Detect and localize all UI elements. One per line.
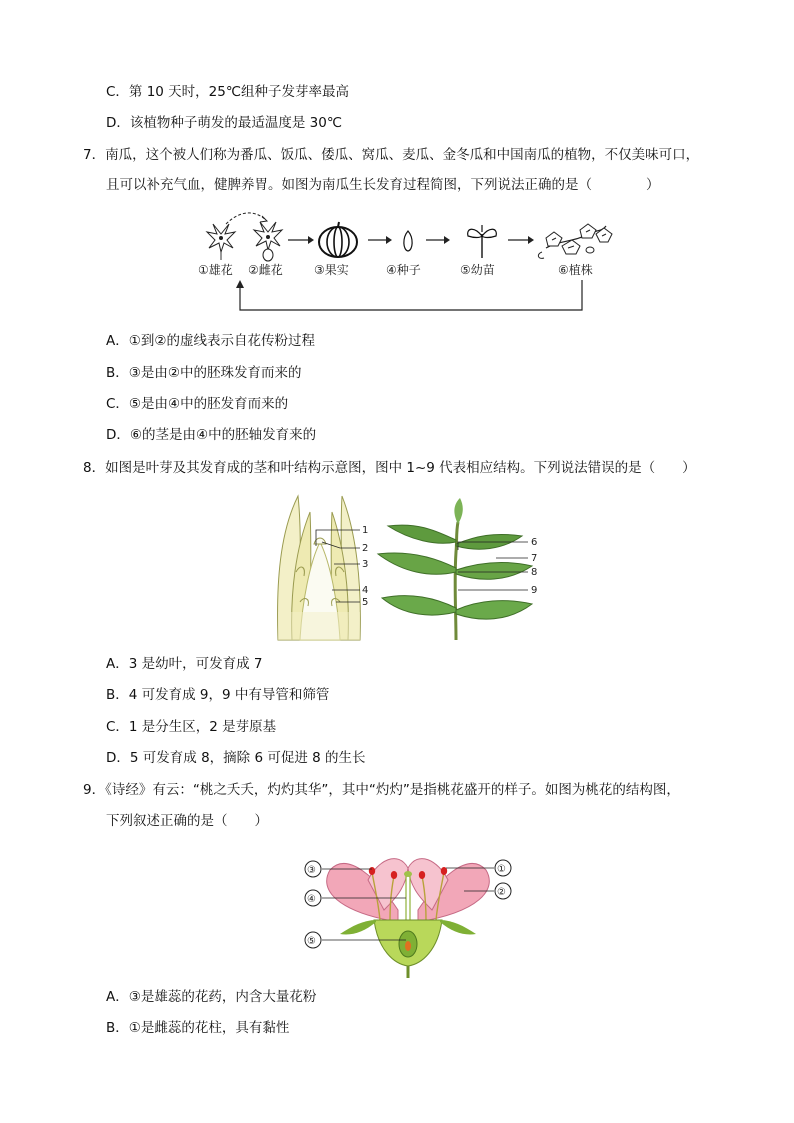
leaf-bud-stem-figure <box>270 492 560 642</box>
bud-label-1: 1 <box>362 525 369 536</box>
q8-option-c: C．1 是分生区，2 是芽原基 <box>106 719 277 735</box>
flower-label-3: ③ <box>307 865 316 876</box>
flower-label-2: ② <box>497 887 506 898</box>
seedling-icon <box>468 225 497 258</box>
label-fruit: ③果实 <box>314 263 349 277</box>
male-flower-icon <box>207 224 235 260</box>
pumpkin-fruit-icon <box>319 222 357 257</box>
flower-label-4: ④ <box>307 894 316 905</box>
stem-label-8: 8 <box>531 567 538 578</box>
q9-stem-line1: 9．《诗经》有云：“桃之夭夭，灼灼其华”，其中“灼灼”是指桃花盛开的样子。如图为桃花的结构图， <box>83 782 680 798</box>
label-plant: ⑥植株 <box>558 263 593 277</box>
stem-label-9: 9 <box>531 585 538 596</box>
q6-option-c: C．第 10 天时，25℃组种子发芽率最高 <box>106 84 350 100</box>
label-seed: ④种子 <box>386 263 421 277</box>
q9-stem-line2: 下列叙述正确的是（ ） <box>106 813 268 829</box>
label-male-flower: ①雄花 <box>198 263 233 277</box>
bud-label-5: 5 <box>362 597 369 608</box>
q7-stem-line2: 且可以补充气血，健脾养胃。如图为南瓜生长发育过程简图，下列说法正确的是（ ） <box>106 177 660 193</box>
peach-flower-section <box>327 859 490 978</box>
pumpkin-lifecycle-figure <box>190 210 620 320</box>
flower-label-1: ① <box>497 864 506 875</box>
bud-label-4: 4 <box>362 585 369 596</box>
leaf-bud-section <box>278 496 361 640</box>
q7-option-b: B．③是由②中的胚珠发育而来的 <box>106 365 302 381</box>
q6-option-d: D．该植物种子萌发的最适温度是 30℃ <box>106 115 343 131</box>
pumpkin-plant-icon <box>538 224 612 258</box>
q7-option-c: C．⑤是由④中的胚发育而来的 <box>106 396 289 412</box>
q9-option-b: B．①是雌蕊的花柱，具有黏性 <box>106 1020 290 1036</box>
stem-label-6: 6 <box>531 537 538 548</box>
bud-label-2: 2 <box>362 543 369 554</box>
q7-stem-line1: 7．南瓜，这个被人们称为番瓜、饭瓜、倭瓜、窝瓜、麦瓜、金冬瓜和中国南瓜的植物，不仅美味可口， <box>83 147 700 163</box>
q8-option-a: A．3 是幼叶，可发育成 7 <box>106 656 263 672</box>
label-seedling: ⑤幼苗 <box>460 263 495 277</box>
q8-option-b: B．4 可发育成 9，9 中有导管和筛管 <box>106 687 330 703</box>
q8-option-d: D．5 可发育成 8，摘除 6 可促进 8 的生长 <box>106 750 366 766</box>
q8-stem: 8．如图是叶芽及其发育成的茎和叶结构示意图，图中 1~9 代表相应结构。下列说法错误的是（ ） <box>83 460 696 476</box>
female-flower-icon <box>254 222 282 261</box>
label-female-flower: ②雌花 <box>248 263 283 277</box>
peach-flower-figure <box>298 840 528 980</box>
stem-label-7: 7 <box>531 553 538 564</box>
q9-option-a: A．③是雄蕊的花药，内含大量花粉 <box>106 989 317 1005</box>
seed-icon <box>404 231 412 251</box>
q7-option-d: D．⑥的茎是由④中的胚轴发育来的 <box>106 427 317 443</box>
cycle-return-arrow <box>240 280 582 310</box>
bud-label-3: 3 <box>362 559 369 570</box>
flower-label-5: ⑤ <box>307 936 316 947</box>
stem-with-leaves <box>378 498 532 640</box>
q7-option-a: A．①到②的虚线表示自花传粉过程 <box>106 333 315 349</box>
